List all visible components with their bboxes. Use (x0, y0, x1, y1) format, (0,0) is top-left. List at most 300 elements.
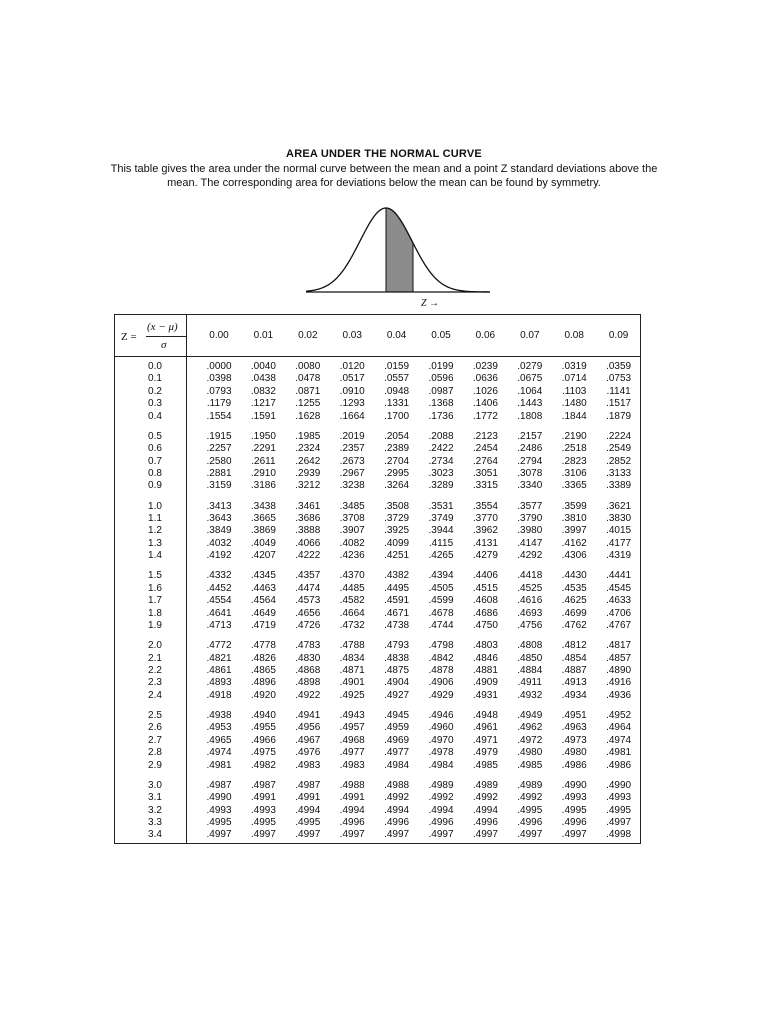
table-cell: .4641 (206, 607, 232, 619)
table-cell: .4147 (517, 537, 543, 549)
table-cell: .4916 (606, 677, 632, 689)
table-cell: .3315 (472, 480, 498, 492)
header-divider (115, 356, 640, 357)
table-cell: .3212 (295, 480, 321, 492)
table-cell: .2823 (561, 455, 587, 467)
shaded-area (386, 208, 413, 292)
table-cell: .1950 (250, 430, 276, 442)
table-cell: .4015 (606, 525, 632, 537)
table-cell: .4996 (561, 817, 587, 828)
table-cell: .4846 (472, 652, 498, 664)
table-cell: .2611 (251, 455, 276, 467)
table-cell: .0199 (428, 361, 454, 372)
table-cell: .4744 (428, 620, 454, 631)
table-cell: .3997 (561, 525, 587, 537)
table-cell: .3389 (606, 480, 632, 492)
table-cell: .3621 (606, 500, 632, 512)
table-cell: .4984 (384, 759, 410, 771)
table-cell: .4904 (384, 677, 410, 689)
table-cell: .4994 (295, 804, 321, 816)
table-cell: .1179 (206, 398, 232, 410)
page-title: AREA UNDER THE NORMAL CURVE (286, 148, 482, 160)
table-cell: .4997 (295, 829, 321, 841)
table-cell: .4726 (295, 620, 321, 631)
table-cell: .4992 (517, 792, 543, 804)
column-header: 0.08 (564, 330, 584, 341)
table-cell: .4948 (472, 710, 498, 721)
table-cell: .4633 (606, 595, 632, 607)
table-cell: .4955 (250, 722, 276, 734)
table-cell: .4980 (561, 747, 587, 759)
table-cell: .4788 (339, 640, 365, 652)
table-cell: .4972 (517, 734, 543, 746)
table-cell: .2734 (428, 455, 454, 467)
formula-numerator: (x − μ) (147, 321, 178, 333)
table-cell: .4418 (517, 570, 543, 582)
table-cell: .4279 (472, 550, 498, 562)
table-cell: .2967 (339, 468, 365, 479)
table-cell: .4998 (606, 829, 632, 841)
z-value: 1.9 (148, 620, 162, 631)
table-cell: .4957 (339, 722, 365, 734)
table-cell: .4996 (339, 817, 365, 828)
table-cell: .0948 (384, 385, 410, 397)
table-cell: .1915 (206, 430, 232, 442)
table-cell: .4922 (295, 689, 321, 701)
table-cell: .4997 (606, 817, 632, 828)
table-cell: .0714 (561, 373, 587, 385)
table-cell: .4992 (384, 792, 410, 804)
table-cell: .4893 (206, 677, 232, 689)
table-cell: .4066 (295, 537, 321, 549)
table-cell: .4996 (428, 817, 454, 828)
table-cell: .4932 (517, 689, 543, 701)
table-cell: .4977 (339, 747, 365, 759)
table-cell: .4495 (384, 582, 410, 594)
table-cell: .4901 (339, 677, 365, 689)
table-cell: .2054 (384, 430, 410, 442)
table-cell: .4732 (339, 620, 365, 631)
table-cell: .2291 (250, 443, 276, 455)
table-cell: .2518 (561, 443, 587, 455)
table-cell: .4996 (472, 817, 498, 828)
table-cell: .3340 (517, 480, 543, 492)
table-cell: .4474 (295, 582, 321, 594)
table-cell: .4913 (561, 677, 587, 689)
table-cell: .2422 (428, 443, 454, 455)
table-cell: .2580 (206, 455, 232, 467)
table-cell: .2257 (206, 443, 232, 455)
table-cell: .2910 (250, 468, 276, 479)
table-cell: .2324 (295, 443, 321, 455)
table-cell: .4762 (561, 620, 587, 631)
table-cell: .4991 (250, 792, 276, 804)
table-cell: .4699 (561, 607, 587, 619)
table-cell: .4952 (606, 710, 632, 721)
table-cell: .4920 (250, 689, 276, 701)
table-cell: .0793 (206, 385, 232, 397)
z-value: 2.7 (148, 734, 162, 746)
table-cell: .4966 (250, 734, 276, 746)
table-cell: .4951 (561, 710, 587, 721)
table-cell: .4925 (339, 689, 365, 701)
table-cell: .4357 (295, 570, 321, 582)
table-cell: .4452 (206, 582, 232, 594)
table-cell: .4251 (384, 550, 410, 562)
table-cell: .2995 (384, 468, 410, 479)
z-table (114, 314, 641, 844)
table-cell: .4875 (384, 665, 410, 676)
table-cell: .4868 (295, 665, 321, 676)
table-cell: .0040 (250, 361, 276, 372)
table-cell: .4817 (606, 640, 632, 652)
table-cell: .4884 (517, 665, 543, 676)
table-cell: .0398 (206, 373, 232, 385)
table-cell: .4995 (517, 804, 543, 816)
table-cell: .4997 (472, 829, 498, 841)
table-cell: .4463 (250, 582, 276, 594)
table-cell: .4911 (517, 677, 542, 689)
table-cell: .1808 (517, 410, 543, 422)
fraction-bar (146, 336, 186, 337)
table-cell: .4997 (428, 829, 454, 841)
table-cell: .4993 (561, 792, 587, 804)
table-cell: .1217 (250, 398, 276, 410)
table-cell: .4834 (339, 652, 365, 664)
table-cell: .4943 (339, 710, 365, 721)
z-value: 1.1 (148, 513, 162, 524)
z-value: 3.2 (148, 804, 162, 816)
table-cell: .0753 (606, 373, 632, 385)
table-cell: .4854 (561, 652, 587, 664)
table-cell: .1103 (562, 385, 587, 397)
table-cell: .4207 (250, 550, 276, 562)
table-cell: .4430 (561, 570, 587, 582)
table-cell: .4936 (606, 689, 632, 701)
table-cell: .1141 (606, 385, 631, 397)
table-cell: .4850 (517, 652, 543, 664)
z-value: 2.4 (148, 689, 162, 701)
description-text: This table gives the area under the normal curve between the mean and a point Z standard deviations above the mean. The corresponding area for deviations below the mean can be found by symmetry. (110, 163, 658, 189)
table-cell: .4931 (472, 689, 498, 701)
table-cell: .4962 (517, 722, 543, 734)
z-value: 0.3 (148, 398, 162, 410)
table-cell: .2852 (606, 455, 632, 467)
table-cell: .4896 (250, 677, 276, 689)
table-cell: .4693 (517, 607, 543, 619)
table-cell: .4992 (428, 792, 454, 804)
table-cell: .3461 (295, 500, 321, 512)
table-cell: .3264 (384, 480, 410, 492)
table-cell: .3289 (428, 480, 454, 492)
z-value: 1.3 (148, 537, 162, 549)
table-cell: .1772 (472, 410, 498, 422)
table-cell: .4967 (295, 734, 321, 746)
table-cell: .4991 (295, 792, 321, 804)
table-cell: .2454 (472, 443, 498, 455)
table-cell: .4970 (428, 734, 454, 746)
table-cell: .4812 (561, 640, 587, 652)
table-cell: .4803 (472, 640, 498, 652)
table-cell: .3051 (472, 468, 498, 479)
table-cell: .4961 (472, 722, 498, 734)
table-cell: .4898 (295, 677, 321, 689)
table-cell: .1293 (339, 398, 365, 410)
table-cell: .4582 (339, 595, 365, 607)
z-formula (121, 320, 185, 352)
table-cell: .4989 (472, 779, 498, 791)
z-value: 2.5 (148, 710, 162, 721)
table-cell: .3531 (428, 500, 454, 512)
z-value: 0.9 (148, 480, 162, 492)
z-value: 3.4 (148, 829, 162, 841)
table-cell: .1700 (384, 410, 410, 422)
table-cell: .1443 (517, 398, 543, 410)
table-cell: .3830 (606, 513, 632, 524)
table-cell: .3925 (384, 525, 410, 537)
z-value: 1.5 (148, 570, 162, 582)
table-cell: .4564 (250, 595, 276, 607)
table-cell: .2794 (517, 455, 543, 467)
table-cell: .0319 (561, 361, 587, 372)
table-cell: .4222 (295, 550, 321, 562)
table-cell: .4382 (384, 570, 410, 582)
table-cell: .4131 (472, 537, 498, 549)
table-cell: .1628 (295, 410, 321, 422)
table-cell: .4938 (206, 710, 232, 721)
table-cell: .4982 (250, 759, 276, 771)
table-cell: .3962 (472, 525, 498, 537)
table-cell: .4963 (561, 722, 587, 734)
z-value: 1.6 (148, 582, 162, 594)
table-cell: .4976 (295, 747, 321, 759)
table-cell: .2389 (384, 443, 410, 455)
table-cell: .3665 (250, 513, 276, 524)
table-cell: .4929 (428, 689, 454, 701)
table-cell: .4808 (517, 640, 543, 652)
table-cell: .4988 (384, 779, 410, 791)
table-cell: .4664 (339, 607, 365, 619)
table-cell: .4686 (472, 607, 498, 619)
table-cell: .2704 (384, 455, 410, 467)
z-value: 1.2 (148, 525, 162, 537)
table-cell: .4319 (606, 550, 632, 562)
table-cell: .4949 (517, 710, 543, 721)
table-cell: .4980 (517, 747, 543, 759)
table-cell: .2224 (606, 430, 632, 442)
z-value: 3.0 (148, 779, 162, 791)
table-cell: .4887 (561, 665, 587, 676)
table-cell: .4750 (472, 620, 498, 631)
table-cell: .2190 (561, 430, 587, 442)
table-cell: .4830 (295, 652, 321, 664)
table-cell: .3023 (428, 468, 454, 479)
column-header: 0.01 (253, 330, 274, 341)
table-cell: .4406 (472, 570, 498, 582)
table-cell: .4994 (384, 804, 410, 816)
table-cell: .1736 (428, 410, 454, 422)
table-cell: .1368 (428, 398, 454, 410)
table-cell: .4857 (606, 652, 632, 664)
table-cell: .4974 (206, 747, 232, 759)
table-cell: .4994 (339, 804, 365, 816)
table-cell: .1026 (472, 385, 498, 397)
table-cell: .4821 (206, 652, 232, 664)
table-cell: .4772 (206, 640, 232, 652)
table-cell: .2123 (472, 430, 498, 442)
table-cell: .0080 (295, 361, 321, 372)
formula-denominator: σ (161, 339, 167, 351)
table-cell: .4990 (561, 779, 587, 791)
table-cell: .4706 (606, 607, 632, 619)
table-cell: .3643 (206, 513, 232, 524)
table-cell: .0987 (428, 385, 454, 397)
table-cell: .0596 (428, 373, 454, 385)
table-cell: .4505 (428, 582, 454, 594)
table-cell: .3577 (517, 500, 543, 512)
table-cell: .4838 (384, 652, 410, 664)
table-cell: .0517 (339, 373, 365, 385)
table-cell: .4719 (250, 620, 276, 631)
z-value: 1.4 (148, 550, 162, 562)
z-value: 2.9 (148, 759, 162, 771)
table-cell: .3749 (428, 513, 454, 524)
table-cell: .1985 (295, 430, 321, 442)
z-value: 3.3 (148, 817, 162, 828)
table-cell: .0120 (339, 361, 365, 372)
table-cell: .4995 (606, 804, 632, 816)
table-cell: .4909 (472, 677, 498, 689)
table-cell: .0675 (517, 373, 543, 385)
table-cell: .0910 (339, 385, 365, 397)
table-cell: .4306 (561, 550, 587, 562)
table-cell: .1844 (561, 410, 587, 422)
table-cell: .3508 (384, 500, 410, 512)
z-value: 2.3 (148, 677, 162, 689)
table-cell: .0832 (250, 385, 276, 397)
table-cell: .0438 (250, 373, 276, 385)
table-cell: .4945 (384, 710, 410, 721)
table-cell: .2549 (606, 443, 632, 455)
z-value: 2.1 (148, 652, 162, 664)
table-cell: .3790 (517, 513, 543, 524)
table-cell: .4756 (517, 620, 543, 631)
table-cell: .4968 (339, 734, 365, 746)
table-cell: .1406 (472, 398, 498, 410)
table-cell: .4981 (206, 759, 232, 771)
z-value: 0.0 (148, 361, 162, 372)
table-cell: .4871 (339, 665, 365, 676)
column-header: 0.04 (386, 330, 407, 341)
z-value: 1.7 (148, 595, 162, 607)
table-cell: .0636 (472, 373, 498, 385)
z-value: 2.8 (148, 747, 162, 759)
table-cell: .4997 (206, 829, 232, 841)
table-cell: .4941 (295, 710, 321, 721)
table-cell: .4865 (250, 665, 276, 676)
table-cell: .3770 (472, 513, 498, 524)
table-cell: .3159 (206, 480, 232, 492)
table-cell: .4969 (384, 734, 410, 746)
z-value: 2.2 (148, 665, 162, 676)
table-cell: .4960 (428, 722, 454, 734)
table-cell: .4978 (428, 747, 454, 759)
column-header: 0.05 (431, 330, 451, 341)
table-cell: .4940 (250, 710, 276, 721)
table-cell: .3708 (339, 513, 365, 524)
table-cell: .0000 (206, 361, 232, 372)
table-cell: .2642 (295, 455, 321, 467)
table-cell: .4996 (517, 817, 543, 828)
table-cell: .4906 (428, 677, 454, 689)
table-cell: .3907 (339, 525, 365, 537)
table-cell: .1517 (606, 398, 632, 410)
table-cell: .0478 (295, 373, 321, 385)
table-cell: .4798 (428, 640, 454, 652)
formula-lhs: Z = (121, 331, 137, 343)
table-cell: .4986 (606, 759, 632, 771)
table-cell: .3106 (561, 468, 587, 479)
table-cell: .4987 (295, 779, 321, 791)
table-cell: .4842 (428, 652, 454, 664)
table-cell: .4656 (295, 607, 321, 619)
table-cell: .4332 (206, 570, 232, 582)
table-cell: .4971 (472, 734, 498, 746)
table-cell: .4535 (561, 582, 587, 594)
table-cell: .4767 (606, 620, 632, 631)
table-cell: .4292 (517, 550, 543, 562)
table-cell: .4778 (250, 640, 276, 652)
table-cell: .3554 (472, 500, 498, 512)
column-header: 0.07 (520, 330, 540, 341)
table-cell: .3810 (561, 513, 587, 524)
table-cell: .4956 (295, 722, 321, 734)
table-cell: .1480 (561, 398, 587, 410)
table-cell: .4989 (428, 779, 454, 791)
table-cell: .3729 (384, 513, 410, 524)
table-cell: .3413 (206, 500, 232, 512)
table-cell: .1554 (206, 410, 232, 422)
z-value: 1.0 (148, 500, 162, 512)
table-cell: .4162 (561, 537, 587, 549)
table-cell: .4946 (428, 710, 454, 721)
table-cell: .1064 (517, 385, 543, 397)
table-cell: .3686 (295, 513, 321, 524)
table-cell: .3133 (606, 468, 632, 479)
table-cell: .4953 (206, 722, 232, 734)
table-cell: .4992 (472, 792, 498, 804)
table-cell: .4993 (250, 804, 276, 816)
column-header: 0.03 (342, 330, 362, 341)
table-cell: .4995 (295, 817, 321, 828)
table-cell: .4545 (606, 582, 632, 594)
table-cell: .4861 (206, 665, 232, 676)
table-cell: .2088 (428, 430, 454, 442)
table-cell: .4991 (339, 792, 365, 804)
table-cell: .3078 (517, 468, 543, 479)
table-cell: .2939 (295, 468, 321, 479)
table-cell: .0239 (472, 361, 498, 372)
table-cell: .4671 (384, 607, 410, 619)
table-cell: .4987 (250, 779, 276, 791)
table-cell: .4995 (250, 817, 276, 828)
table-cell: .1255 (295, 398, 321, 410)
z-value: 0.8 (148, 468, 162, 479)
table-cell: .4032 (206, 537, 232, 549)
table-cell: .4985 (517, 759, 543, 771)
table-cell: .4599 (428, 595, 454, 607)
normal-curve-figure (288, 200, 508, 310)
